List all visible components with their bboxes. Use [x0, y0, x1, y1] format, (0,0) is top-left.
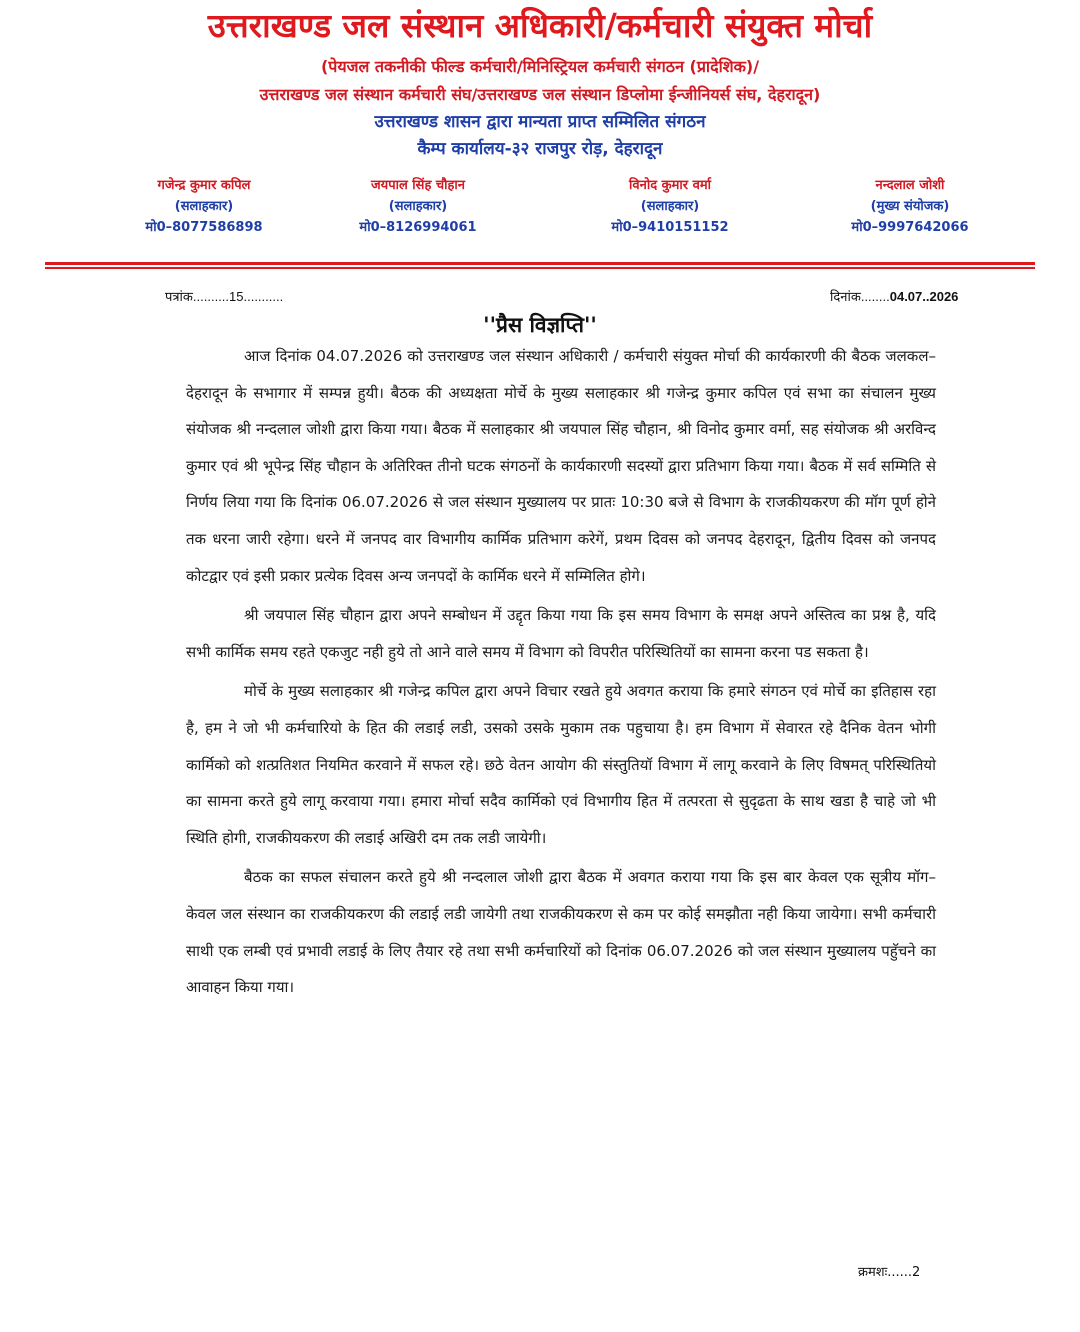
letter-number: पत्रांक..........15...........: [165, 289, 284, 304]
recognition-line: उत्तराखण्ड शासन द्वारा मान्यता प्राप्त सम्मिलित संगठन: [374, 112, 706, 132]
official-mobile: मो0–9997642066: [851, 220, 969, 235]
letterhead-divider-thin: [45, 267, 1035, 269]
official-name: विनोद कुमार वर्मा: [629, 178, 711, 193]
official-block-1: [104, 176, 304, 238]
official-name: नन्दलाल जोशी: [875, 178, 945, 193]
organization-title: उत्तराखण्ड जल संस्थान अधिकारी/कर्मचारी संयुक्त मोर्चा: [207, 6, 873, 45]
body-paragraph-3: मोर्चे के मुख्य सलाहकार श्री गजेन्द्र कपिल द्वारा अपने विचार रखते हुये अवगत कराया कि हमारे संगठन एवं मोर्चे का इतिहास रहा है, हम ने जो भी कर्मचारियो के हित की लडाई लडी, उसको उसके मुकाम तक पहुचाया है। हम विभाग में सेवारत रहे दैनिक वेतन भोगी कार्मिको को शत्प्रतिशत नियमित करवाने में सफल रहे। छठे वेतन आयोग की संस्तुतियॉ विभाग में लागू करवाने के लिए विषमत् परिस्थितियो का सामना करते हुये लागू करवाया गया। हमारा मोर्चा सदैव कार्मिको एवं विभागीय हित में तत्परता से सुदृढता के साथ खडा है चाहे जो भी स्थिति होगी, राजकीयकरण की लडाई अखिरी दम तक लडी जायेगी।: [186, 682, 936, 847]
press-release-body: [186, 338, 936, 1009]
official-block-4: [810, 176, 1010, 238]
official-name: जयपाल सिंह चौहान: [371, 178, 465, 193]
official-role: (सलाहकार): [174, 199, 234, 214]
member-organizations-line-2: उत्तराखण्ड जल संस्थान कर्मचारी संघ/उत्तराखण्ड जल संस्थान डिप्लोमा ईन्जीनियर्स संघ, देहरादून): [259, 85, 821, 104]
official-mobile: मो0–8077586898: [145, 220, 263, 235]
letter-date: [830, 287, 958, 305]
continuation-marker: क्रमशः......2: [858, 1265, 921, 1280]
body-paragraph-2: श्री जयपाल सिंह चौहान द्वारा अपने सम्बोधन में उद्दृत किया गया कि इस समय विभाग के समक्ष अपने अस्तित्व का प्रश्न है, यदि सभी कार्मिक समय रहते एकजुट नही हुये तो आने वाले समय में विभाग को विपरीत परिस्थितियों का सामना करना पड सकता है।: [186, 606, 936, 661]
official-role: (मुख्य संयोजक): [870, 199, 950, 214]
office-address: कैम्प कार्यालय-३२ राजपुर रोड़, देहरादून: [417, 139, 663, 159]
body-paragraph-1: आज दिनांक 04.07.2026 को उत्तराखण्ड जल संस्थान अधिकारी / कर्मचारी संयुक्त मोर्चा की कार्यकारणी की बैठक जलकल–देहरादून के सभागार में सम्पन्न हुयी। बैठक की अध्यक्षता मोर्चे के मुख्य सलाहकार श्री गजेन्द्र कुमार कपिल एवं सभा का संचालन मुख्य संयोजक श्री नन्दलाल जोशी द्वारा किया गया। बैठक में सलाहकार श्री जयपाल सिंह चौहान, श्री विनोद कुमार वर्मा, सह संयोजक श्री अरविन्द कुमार एवं श्री भूपेन्द्र सिंह चौहान के अतिरिक्त तीनो घटक संगठनों के कार्यकारणी सदस्यों द्वारा प्रतिभाग किया गया। बैठक में सर्व सम्मिति से निर्णय लिया गया कि दिनांक 06.07.2026 से जल संस्थान मुख्यालय पर प्रातः 10:30 बजे से विभाग के राजकीयकरण की मॉग पूर्ण होने तक धरना जारी रहेगा। धरने में जनपद वार विभागीय कार्मिक प्रतिभाग करेगें, प्रथम दिवस को जनपद देहरादून, द्वितीय दिवस को जनपद कोटद्वार एवं इसी प्रकार प्रत्येक दिवस अन्य जनपदों के कार्मिक धरने में सम्मिलित होगे।: [186, 347, 936, 585]
date-label: दिनांक........: [830, 289, 890, 304]
official-block-2: [318, 176, 518, 238]
official-role: (सलाहकार): [640, 199, 700, 214]
date-value: 04.07..2026: [889, 289, 959, 304]
official-block-3: [570, 176, 770, 238]
body-paragraph-4: बैठक का सफल संचालन करते हुये श्री नन्दलाल जोशी द्वारा बैठक में अवगत कराया गया कि इस बार केवल एक सूत्रीय मॉग–केवल जल संस्थान का राजकीयकरण की लडाई लडी जायेगी तथा राजकीयकरण से कम पर कोई समझौता नही किया जायेगा। सभी कर्मचारी साथी एक लम्बी एवं प्रभावी लडाई के लिए तैयार रहे तथा सभी कर्मचारियों को दिनांक 06.07.2026 को जल संस्थान मुख्यालय पहुॅचने का आवाहन किया गया।: [186, 868, 936, 997]
member-organizations-line-1: (पेयजल तकनीकी फील्ड कर्मचारी/मिनिस्ट्रियल कर्मचारी संगठन (प्रादेशिक)/: [320, 57, 760, 76]
press-release-heading: ''प्रैस विज्ञप्ति'': [483, 313, 597, 337]
official-role: (सलाहकार): [388, 199, 448, 214]
official-mobile: मो0–8126994061: [359, 220, 477, 235]
letterhead-divider-thick: [45, 262, 1035, 265]
official-name: गजेन्द्र कुमार कपिल: [157, 178, 251, 193]
official-mobile: मो0–9410151152: [611, 220, 729, 235]
